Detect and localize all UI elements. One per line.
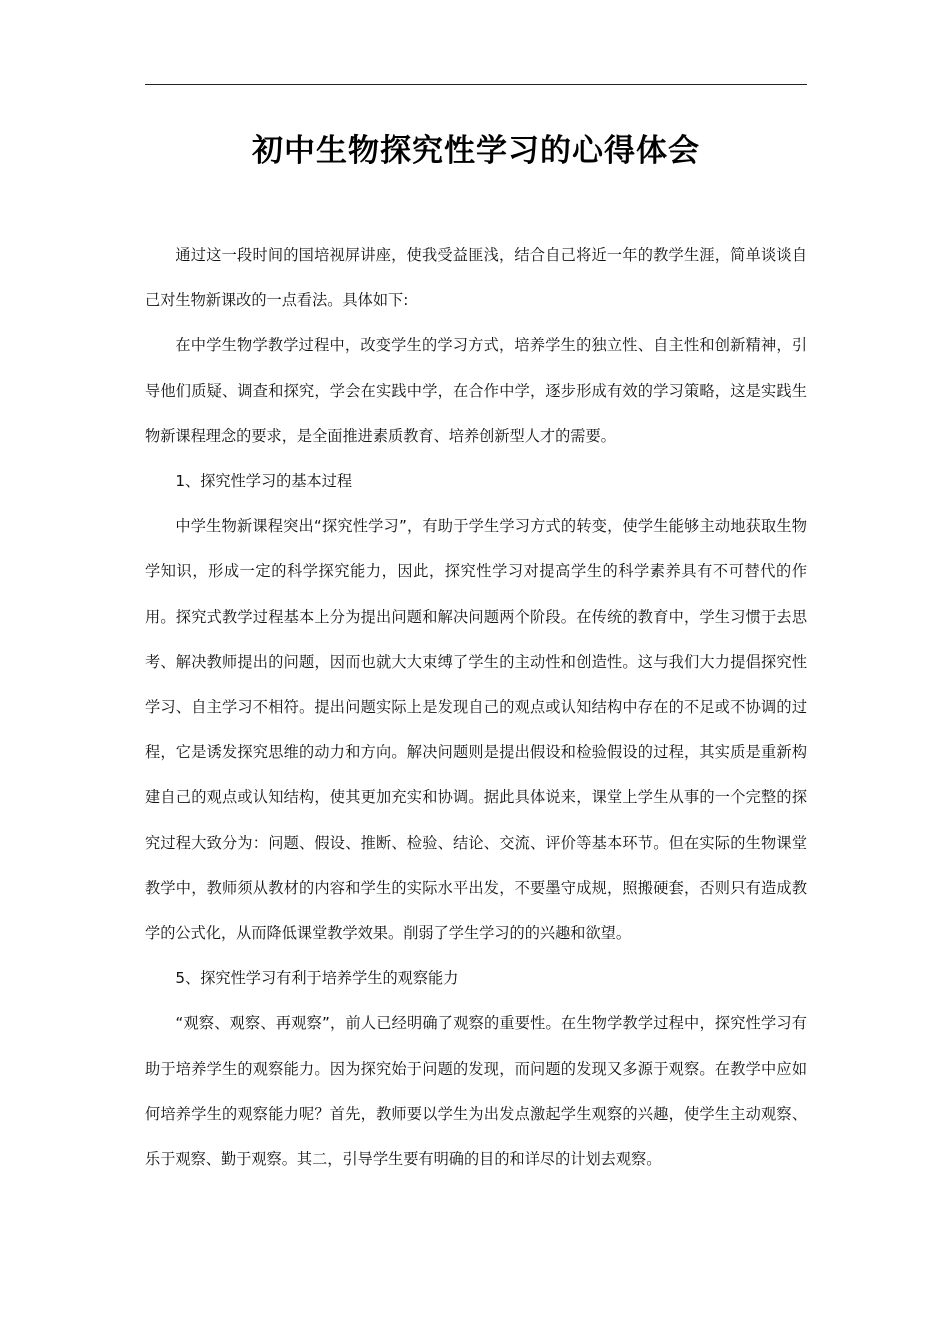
document-page: [145, 0, 807, 1344]
paragraph-observation: “观察、观察、再观察”，前人已经明确了观察的重要性。在生物学教学过程中，探究性学习有助于培养学生的观察能力。因为探究始于问题的发现，而问题的发现又多源于观察。在教学中应如何培养学生的观察能力呢？首先，教师要以学生为出发点激起学生观察的兴趣，使学生主动观察、乐于观察、勤于观察。其二，引导学生要有明确的目的和详尽的计划去观察。: [145, 1014, 807, 1169]
document-body: [145, 233, 807, 1182]
paragraph-intro: 通过这一段时间的国培视屏讲座，使我受益匪浅，结合自己将近一年的教学生涯，简单谈谈自己对生物新课改的一点看法。具体如下:: [145, 246, 807, 310]
section-heading-5: 5、探究性学习有利于培养学生的观察能力: [175, 969, 459, 988]
paragraph-inquiry-process: 中学生物新课程突出“探究性学习”，有助于学生学习方式的转变，使学生能够主动地获取生物学知识，形成一定的科学探究能力，因此，探究性学习对提高学生的科学素养具有不可替代的作用。探究式教学过程基本上分为提出问题和解决问题两个阶段。在传统的教育中，学生习惯于去思考、解决教师提出的问题，因而也就大大束缚了学生的主动性和创造性。这与我们大力提倡探究性学习、自主学习不相符。提出问题实际上是发现自己的观点或认知结构中存在的不足或不协调的过程，它是诱发探究思维的动力和方向。解决问题则是提出假设和检验假设的过程，其实质是重新构建自己的观点或认知结构，使其更加充实和协调。据此具体说来，课堂上学生从事的一个完整的探究过程大致分为：问题、假设、推断、检验、结论、交流、评价等基本环节。但在实际的生物课堂教学中，教师须从教材的内容和学生的实际水平出发，不要墨守成规，照搬硬套，否则只有造成教学的公式化，从而降低课堂教学效果。削弱了学生学习的的兴趣和欲望。: [145, 517, 807, 943]
paragraph-teaching-goals: 在中学生物学教学过程中，改变学生的学习方式，培养学生的独立性、自主性和创新精神，引导他们质疑、调查和探究，学会在实践中学，在合作中学，逐步形成有效的学习策略，这是实践生物新课程理念的要求，是全面推进素质教育、培养创新型人才的需要。: [145, 336, 807, 445]
document-title: 初中生物探究性学习的心得体会: [252, 133, 700, 169]
header-rule: [145, 84, 807, 85]
section-heading-1: 1、探究性学习的基本过程: [175, 472, 353, 491]
